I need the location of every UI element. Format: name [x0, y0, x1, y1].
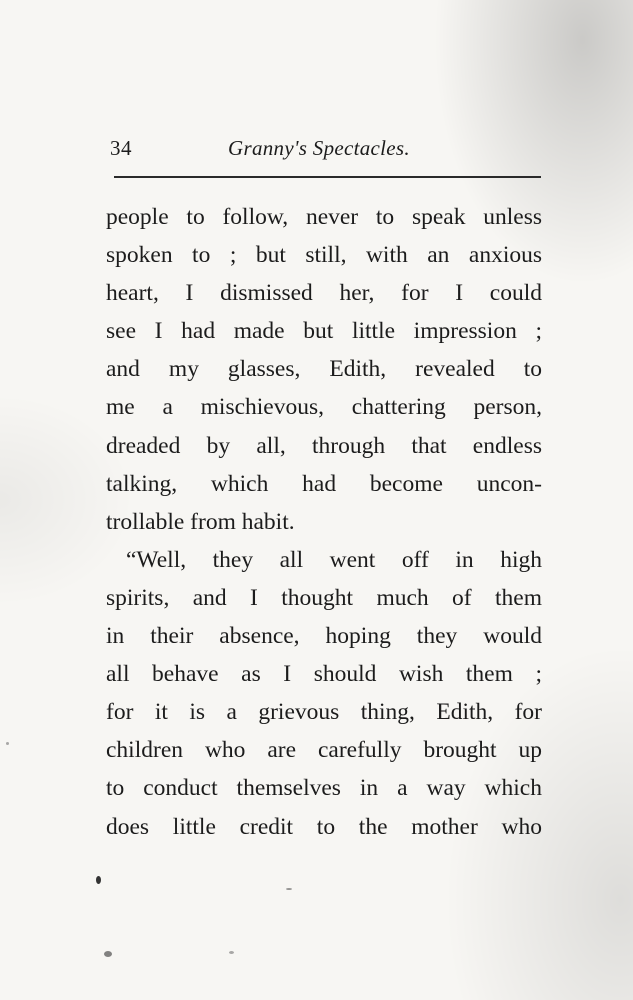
ink-speck	[96, 876, 101, 884]
ink-speck	[229, 951, 234, 954]
text-line: in their absence, hoping they would	[106, 623, 542, 650]
text-line: children who are carefully brought up	[106, 737, 542, 764]
text-line: people to follow, never to speak unless	[106, 204, 542, 230]
text-line: and my glasses, Edith, revealed to	[106, 356, 542, 383]
ink-speck	[104, 951, 112, 957]
ink-speck	[286, 888, 292, 890]
text-line: all behave as I should wish them ;	[106, 661, 542, 688]
page-number: 34	[110, 136, 132, 160]
body-text	[106, 198, 542, 846]
header-rule	[114, 176, 541, 178]
text-line: trollable from habit.	[106, 508, 295, 535]
text-line: me a mischievous, chattering person,	[106, 394, 542, 421]
text-line: “Well, they all went off in high	[126, 546, 542, 573]
ink-speck	[6, 742, 9, 745]
text-line: heart, I dismissed her, for I could	[106, 280, 542, 307]
text-line: does little credit to the mother who	[106, 813, 542, 840]
text-line: dreaded by all, through that endless	[106, 432, 542, 459]
text-line: spirits, and I thought much of them	[106, 584, 542, 611]
text-line: to conduct themselves in a way which	[106, 775, 542, 802]
page-header	[110, 136, 540, 166]
text-line: see I had made but little impression ;	[106, 318, 542, 345]
text-line: spoken to ; but still, with an anxious	[106, 242, 542, 269]
running-title: Granny's Spectacles.	[228, 136, 410, 160]
text-line: talking, which had become uncon-	[106, 470, 542, 497]
text-line: for it is a grievous thing, Edith, for	[106, 699, 542, 726]
